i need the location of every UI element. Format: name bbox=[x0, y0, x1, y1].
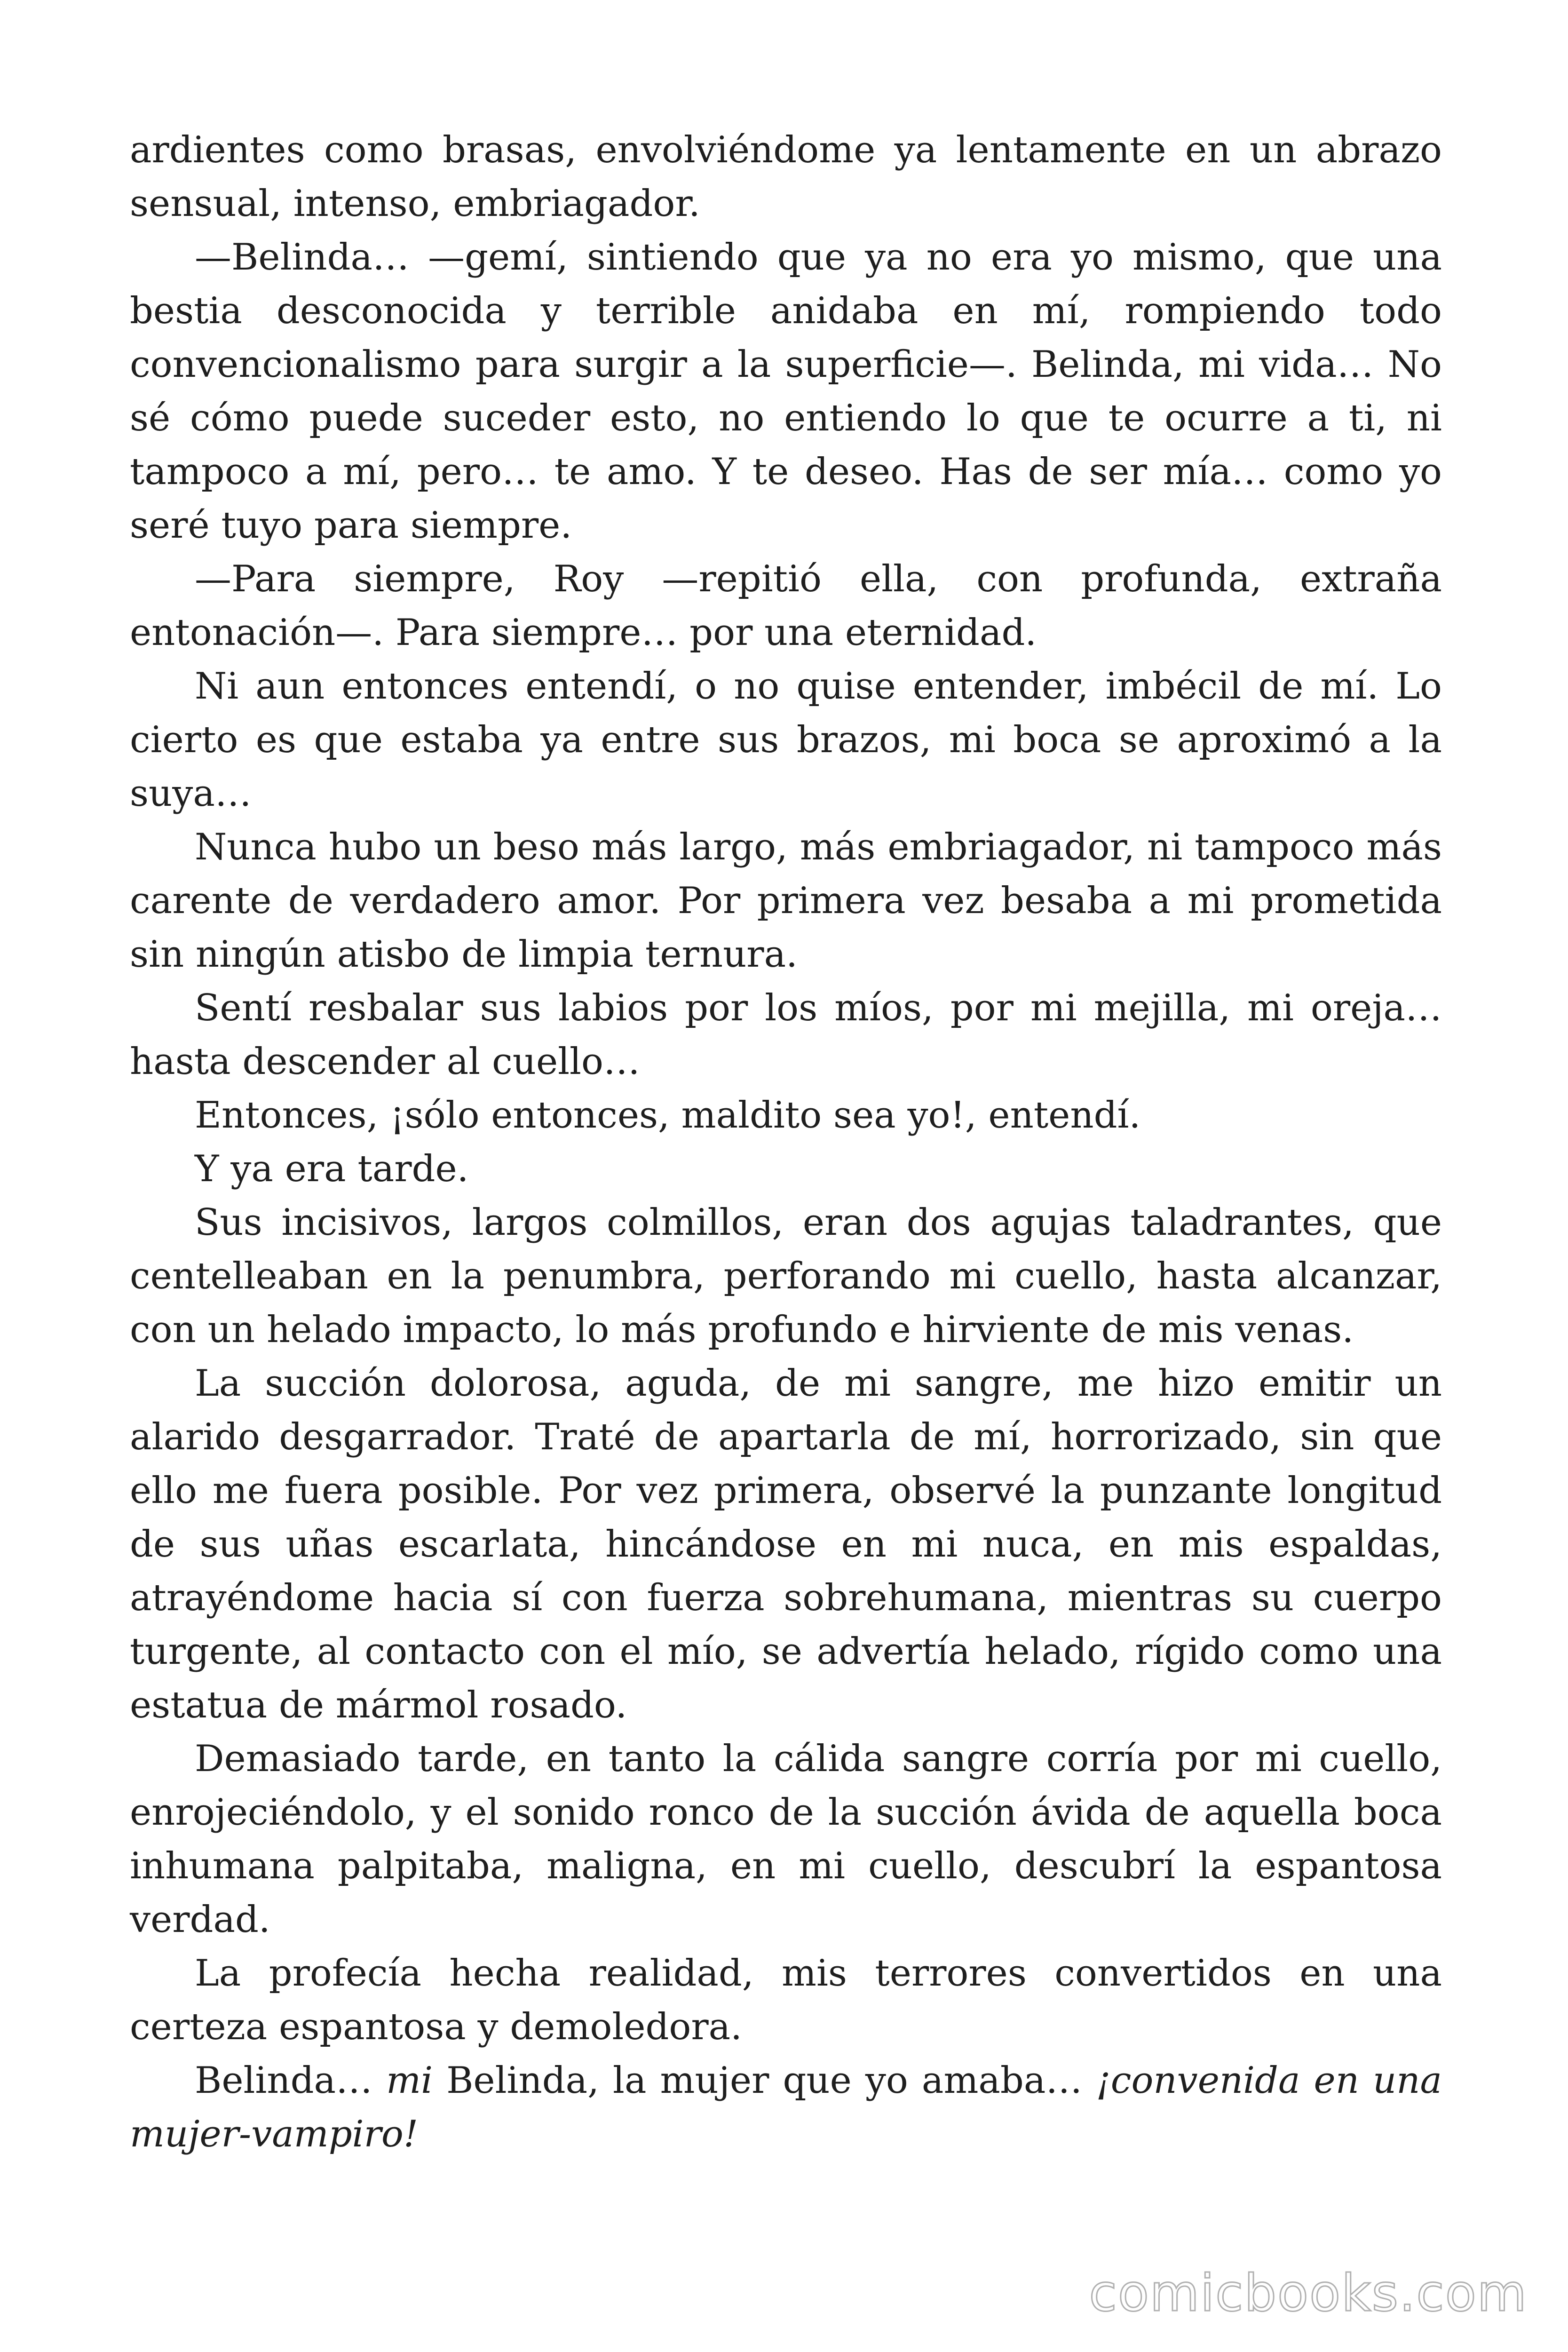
paragraph: Ni aun entonces entendí, o no quise entender, imbécil de mí. Lo cierto es que estaba ya entre sus brazos, mi boca se aproximó a la suya… bbox=[130, 665, 1442, 815]
final-italic-mi: mi bbox=[386, 2059, 433, 2102]
paragraph: Demasiado tarde, en tanto la cálida sangre corría por mi cuello, enrojeciéndolo, y el sonido ronco de la succión ávida de aquella boca inhumana palpitaba, maligna, en mi cuello, descubrí la espantosa verdad. bbox=[130, 1738, 1442, 1941]
paragraph: ardientes como brasas, envolviéndome ya lentamente en un abrazo sensual, intenso, embriagador. bbox=[130, 129, 1442, 225]
paragraph: Entonces, ¡sólo entonces, maldito sea yo!, entendí. bbox=[195, 1094, 1141, 1136]
site-watermark: comicbooks.com bbox=[1089, 2264, 1528, 2323]
paragraph: —Para siempre, Roy —repitió ella, con profunda, extraña entonación—. Para siempre… por una eternidad. bbox=[130, 558, 1442, 654]
paragraph: Nunca hubo un beso más largo, más embriagador, ni tampoco más carente de verdadero amor. Por primera vez besaba a mi prometida sin ningún atisbo de limpia ternura. bbox=[130, 826, 1442, 976]
paragraph-final bbox=[130, 2054, 1442, 2161]
paragraph: Y ya era tarde. bbox=[195, 1148, 469, 1190]
paragraph: La succión dolorosa, aguda, de mi sangre, me hizo emitir un alarido desgarrador. Traté de apartarla de mí, horrorizado, sin que ello me fuera posible. Por vez primera, observé la punzante longitud de sus uñas escarlata, hincándose en mi nuca, en mis espaldas, atrayéndome hacia sí con fuerza sobrehumana, mientras su cuerpo turgente, al contacto con el mío, se advertía helado, rígido como una estatua de mármol rosado. bbox=[130, 1362, 1442, 1726]
final-italic-exclamation: ¡convenida en una mujer-vampiro! bbox=[130, 2059, 1442, 2155]
paragraph: Sentí resbalar sus labios por los míos, por mi mejilla, mi oreja… hasta descender al cuello… bbox=[130, 987, 1442, 1083]
final-text-1: Belinda… bbox=[195, 2059, 387, 2102]
paragraph: —Belinda… —gemí, sintiendo que ya no era yo mismo, que una bestia desconocida y terrible anidaba en mí, rompiendo todo convencionalismo para surgir a la superficie—. Belinda, mi vida… No sé cómo puede suceder esto, no entiendo lo que te ocurre a ti, ni tampoco a mí, pero… te amo. Y te deseo. Has de ser mía… como yo seré tuyo para siempre. bbox=[130, 236, 1442, 547]
paragraph: La profecía hecha realidad, mis terrores convertidos en una certeza espantosa y demoledora. bbox=[130, 1952, 1442, 2048]
paragraph: Sus incisivos, largos colmillos, eran dos agujas taladrantes, que centelleaban en la penumbra, perforando mi cuello, hasta alcanzar, con un helado impacto, lo más profundo e hirviente de mis venas. bbox=[130, 1201, 1442, 1351]
book-page-text bbox=[130, 123, 1442, 2161]
final-text-2: Belinda, la mujer que yo amaba… bbox=[433, 2059, 1096, 2102]
